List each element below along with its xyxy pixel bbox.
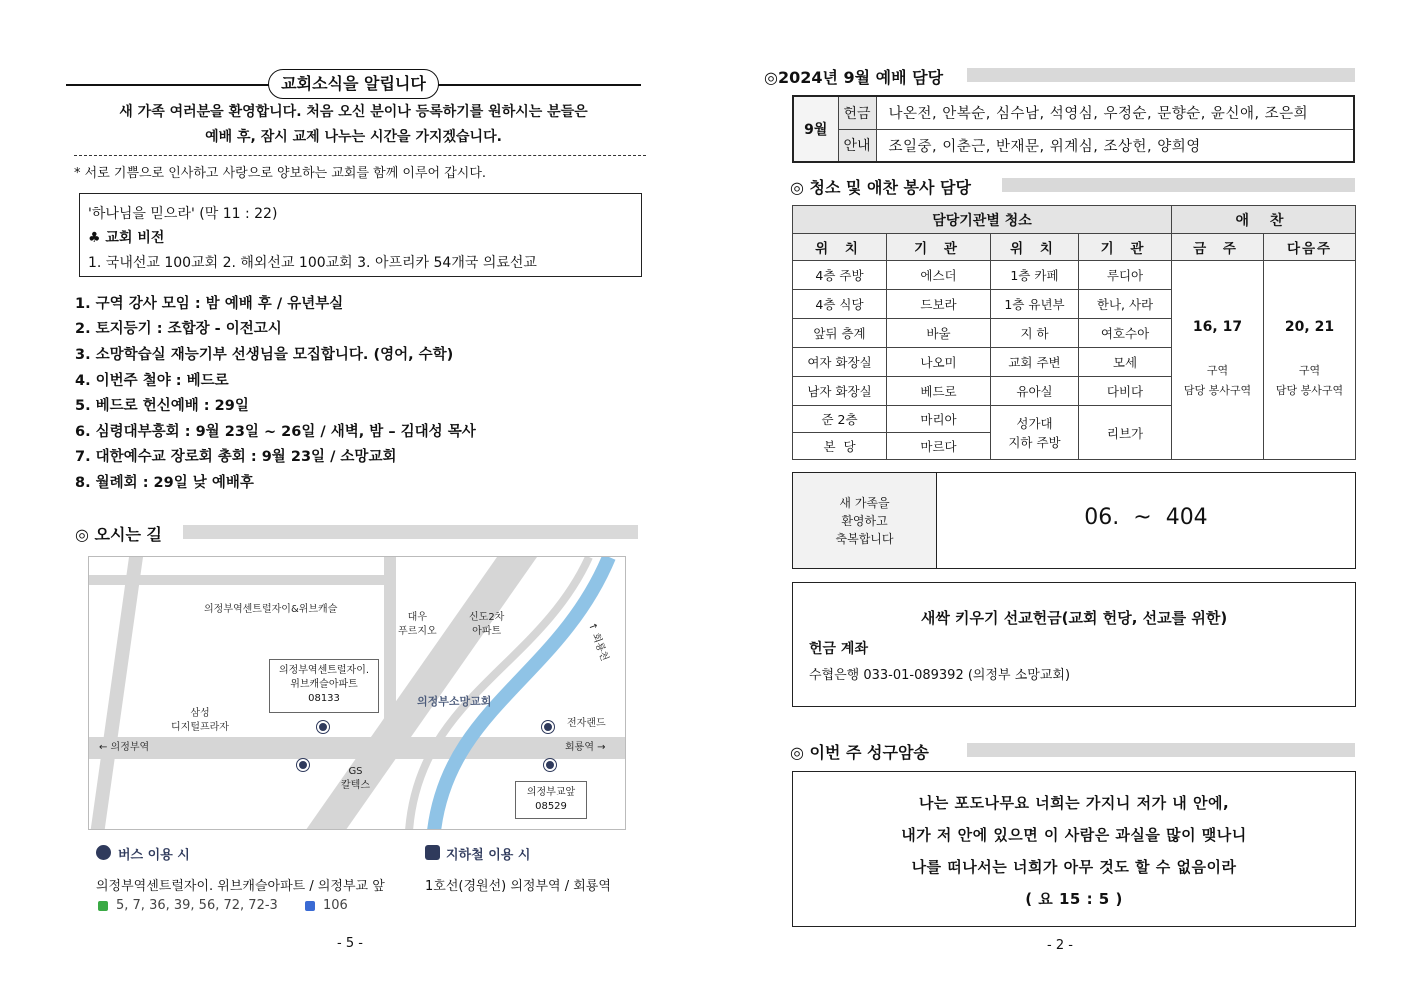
bus-stops: 의정부역센트럴자이. 위브캐슬아파트 / 의정부교 앞 [96,879,385,894]
offering-account-label: 헌금 계좌 [809,641,868,657]
label-samsung: 삼성 디지털프라자 [171,708,229,733]
new-family-label: 새 가족을 환영하고 축복합니다 [835,496,894,546]
col-header: 기 관 [887,234,991,261]
church-logo-label: 의정부소망교회 [417,695,492,708]
col-header: 기 관 [1079,234,1172,261]
worship-title: ◎2024년 9월 예배 담당 [764,68,944,87]
greeting-note: * 서로 기쁨으로 인사하고 사랑으로 양보하는 교회를 함께 이루어 갑시다. [74,166,487,181]
cell-location: 유아실 [991,377,1079,406]
cell-group: 마르다 [887,433,991,460]
green-bus-icon [98,901,108,911]
cell-location: 지 하 [991,319,1079,348]
bus-title: 버스 이용 시 [118,848,190,863]
cell-group: 루디아 [1079,261,1172,290]
label-shindo: 신도2차 아파트 [469,612,505,637]
worship-row-label: 안내 [838,129,876,162]
cell-location: 남자 화장실 [793,377,887,406]
verse-reference: ( 요 15 : 5 ) [1025,890,1123,908]
verse-title: ◎ 이번 주 성구암송 [790,743,929,762]
vision-title: ♣ 교회 비전 [88,230,165,246]
label-electron: 전자랜드 [567,718,606,729]
worship-row-label: 헌금 [838,96,876,129]
label-hoeryong-station: 회룡역 → [565,742,606,753]
new-family-label-cell [793,473,937,568]
col-header: 다음주 [1264,234,1356,261]
label-gs: GS 칼텍스 [341,766,370,791]
news-item: 3. 소망학습실 재능기부 선생님을 모집합니다. (영어, 수학) [75,347,454,363]
meal-next-week [1264,261,1356,460]
cell-group: 베드로 [887,377,991,406]
section-bar [1002,178,1355,192]
cell-group: 바울 [887,319,991,348]
cell-location: 성가대 지하 주방 [991,406,1079,460]
news-item: 5. 베드로 헌신예배 : 29일 [75,398,249,414]
dashed-divider [74,155,646,156]
vision-text: 1. 국내선교 100교회 2. 해외선교 100교회 3. 아프리카 54개국 의료선교 [88,255,537,271]
news-item: 4. 이번주 철야 : 베드로 [75,373,229,389]
page-number-left: - 5 - [337,936,363,951]
label-centrale: 의정부역센트럴자이&위브캐슬 [204,604,338,615]
verse-line: 나는 포도나무요 너희는 가지니 저가 내 안에, [918,794,1230,812]
vision-box [79,193,642,277]
cell-group: 드보라 [887,290,991,319]
news-item: 6. 심령대부흥회 : 9월 23일 ~ 26일 / 새벽, 밤 – 김대성 목사 [75,424,476,440]
meal-next-week-num: 20, 21 [1284,319,1335,335]
offering-title: 새싹 키우기 선교헌금(교회 헌당, 선교를 위한) [920,609,1228,627]
cell-group: 리브가 [1079,406,1172,460]
bus-icon [96,845,111,860]
cell-location: 여자 화장실 [793,348,887,377]
worship-month: 9월 [793,96,838,162]
cell-location: 1층 유년부 [991,290,1079,319]
cleaning-title: ◎ 청소 및 애찬 봉사 담당 [790,178,971,197]
cell-group: 여호수아 [1079,319,1172,348]
meal-this-week-num: 16, 17 [1192,319,1243,335]
meal-header: 애 찬 [1172,206,1356,234]
news-item: 1. 구역 강사 모임 : 밤 예배 후 / 유년부실 [75,296,344,312]
subway-stops: 1호선(경원선) 의정부역 / 회룡역 [425,879,611,894]
cell-group: 마리아 [887,406,991,433]
worship-table [792,95,1355,163]
cell-location: 교회 주변 [991,348,1079,377]
verse-line: 나를 떠나서는 너희가 아무 것도 할 수 없음이라 [911,858,1237,876]
worship-row-names: 조일중, 이춘근, 반재문, 위계심, 조상헌, 양희영 [876,129,1354,162]
welcome-line-2: 예배 후, 잠시 교제 나누는 시간을 가지겠습니다. [205,129,502,145]
offering-account: 수협은행 033-01-089392 (의정부 소망교회) [809,668,1071,683]
news-item: 8. 월례회 : 29일 낮 예배후 [75,475,254,491]
page-number-right: - 2 - [1047,938,1073,953]
cell-group: 모세 [1079,348,1172,377]
bus-stop-box-2: 의정부교앞 08529 [515,781,587,819]
cell-group: 에스더 [887,261,991,290]
cell-group: 다비다 [1079,377,1172,406]
directions-title: ◎ 오시는 길 [75,525,162,544]
col-header: 금 주 [1172,234,1264,261]
meal-this-week-desc: 구역 담당 봉사구역 [1183,364,1252,397]
church-news-title: 교회소식을 알립니다 [268,69,439,99]
cell-location: 4층 주방 [793,261,887,290]
news-item: 7. 대한예수교 장로회 총회 : 9월 23일 / 소망교회 [75,449,397,465]
label-daewoo: 대우 푸르지오 [398,612,437,637]
bus-stop-icon [544,759,556,771]
cell-group: 한나, 사라 [1079,290,1172,319]
col-header: 위 치 [793,234,887,261]
new-family-value: 06. ~ 404 [1084,505,1208,530]
welcome-line-1: 새 가족 여러분을 환영합니다. 처음 오신 분이나 등록하기를 원하시는 분들은 [119,104,588,120]
section-bar [967,68,1355,82]
cell-location: 앞뒤 층계 [793,319,887,348]
vision-verse: '하나님을 믿으라' (막 11 : 22) [88,206,278,222]
cell-location: 준 2층 [793,406,887,433]
bus-stop-icon [317,721,329,733]
worship-row-names: 나온전, 안복순, 심수남, 석영심, 우정순, 문향순, 윤신애, 조은희 [876,96,1354,129]
meal-next-week-desc: 구역 담당 봉사구역 [1275,364,1344,397]
label-uijeongbu-station: ← 의정부역 [99,742,150,753]
subway-title: 지하철 이용 시 [446,848,531,863]
section-bar [183,525,638,539]
bus-stop-icon [297,759,309,771]
subway-icon [425,845,440,860]
news-item: 2. 토지등기 : 조합장 - 이전고시 [75,321,282,337]
cell-location: 4층 식당 [793,290,887,319]
cleaning-table [792,205,1356,460]
new-family-box [792,472,1356,569]
cell-location: 1층 카페 [991,261,1079,290]
meal-this-week [1172,261,1264,460]
map [88,556,626,830]
cell-location: 본 당 [793,433,887,460]
col-header: 위 치 [991,234,1079,261]
label-river: ↑ 회룡천 [585,620,610,663]
offering-box [792,582,1356,707]
bus-stop-icon [542,721,554,733]
cell-group: 나오미 [887,348,991,377]
section-bar [967,743,1355,757]
verse-line: 내가 저 안에 있으면 이 사람은 과실을 많이 맺나니 [901,826,1247,844]
blue-bus-icon [305,901,315,911]
bus-stop-box-1: 의정부역센트럴자이. 위브캐슬아파트 08133 [269,659,379,713]
cleaning-header: 담당기관별 청소 [793,206,1172,234]
verse-box [792,771,1356,927]
green-bus-routes: 5, 7, 36, 39, 56, 72, 72-3 [116,898,278,913]
blue-bus-route: 106 [323,898,348,913]
